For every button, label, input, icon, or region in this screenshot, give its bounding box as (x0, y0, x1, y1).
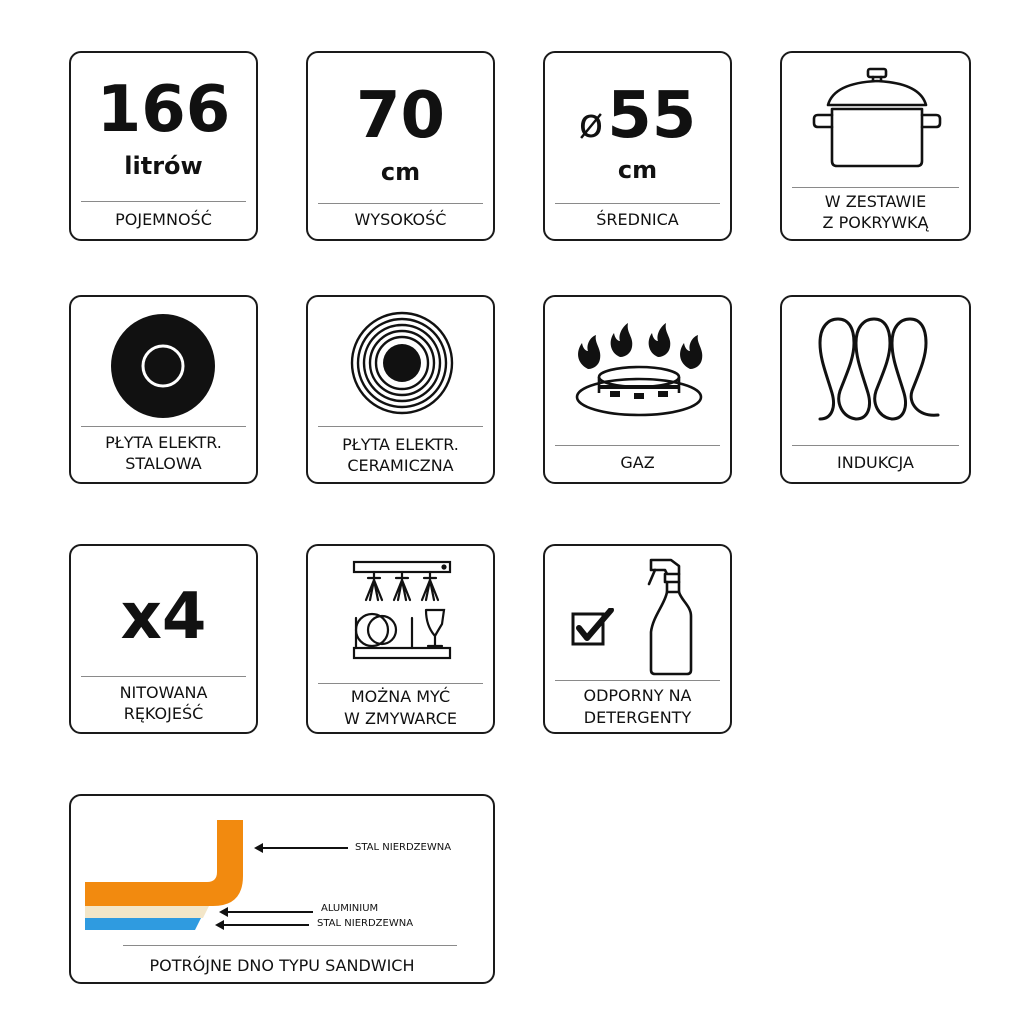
steel-hotplate-icon (108, 311, 218, 421)
dishwasher-icon (352, 560, 452, 662)
divider (318, 203, 483, 204)
sandwich-label: POTRÓJNE DNO TYPU SANDWICH (149, 956, 415, 975)
divider (555, 445, 720, 446)
diameter-value: 55 (607, 79, 697, 153)
diameter-tile (543, 51, 732, 241)
lid-label-line2: Z POKRYWKĄ (822, 213, 929, 232)
height-value: 70 (355, 79, 446, 153)
sandwich-bottom-tile (69, 794, 495, 984)
capacity-tile (69, 51, 258, 241)
induction-coil-icon (818, 315, 942, 423)
divider (123, 945, 457, 946)
divider (318, 426, 483, 427)
layer-label-aluminium: ALUMINIUM (321, 903, 379, 914)
capacity-value: 166 (96, 73, 231, 147)
height-tile (306, 51, 495, 241)
height-unit: cm (380, 158, 421, 186)
layer-label-inner-steel: STAL NIERDZEWNA (317, 918, 414, 929)
divider (81, 676, 246, 677)
ceramic-hotplate-tile (306, 295, 495, 484)
steel-hotplate-label-line2: STALOWA (125, 454, 202, 473)
inner-steel-layer (85, 918, 201, 930)
pot-with-lid-icon (812, 65, 942, 170)
diameter-unit: cm (617, 156, 658, 184)
aluminium-layer (85, 906, 209, 918)
checkbox-check-icon (571, 608, 615, 648)
detergent-label-line1: ODPORNY NA (583, 686, 692, 705)
divider (555, 680, 720, 681)
ceramic-hotplate-label-line1: PŁYTA ELEKTR. (342, 435, 459, 454)
diameter-label: ŚREDNICA (596, 210, 679, 229)
divider (792, 187, 959, 188)
ceramic-hotplate-icon (349, 310, 455, 416)
ceramic-hotplate-label-line2: CERAMICZNA (347, 456, 454, 475)
arrow-left-icon (219, 906, 315, 918)
divider (792, 445, 959, 446)
gas-burner-icon (572, 321, 708, 425)
arrow-left-icon (254, 842, 350, 854)
gas-label: GAZ (620, 453, 655, 472)
detergent-tile (543, 544, 732, 734)
capacity-unit: litrów (124, 152, 203, 180)
lid-tile (780, 51, 971, 241)
diameter-symbol: ø (578, 101, 604, 147)
dishwasher-label-line1: MOŻNA MYĆ (350, 687, 451, 706)
induction-tile (780, 295, 971, 484)
detergent-label-line2: DETERGENTY (583, 708, 692, 727)
rivets-label-line1: NITOWANA (119, 683, 208, 702)
lid-label-line1: W ZESTAWIE (824, 192, 927, 211)
induction-label: INDUKCJA (837, 453, 914, 472)
divider (318, 683, 483, 684)
outer-steel-layer (85, 820, 243, 906)
height-label: WYSOKOŚĆ (354, 210, 447, 229)
rivets-count: x4 (120, 580, 207, 654)
dishwasher-tile (306, 544, 495, 734)
divider (81, 426, 246, 427)
gas-tile (543, 295, 732, 484)
rivets-label-line2: RĘKOJEŚĆ (123, 704, 204, 723)
divider (555, 203, 720, 204)
steel-hotplate-tile (69, 295, 258, 484)
layer-label-outer-steel: STAL NIERDZEWNA (355, 842, 452, 853)
divider (81, 201, 246, 202)
arrow-left-icon (215, 919, 311, 931)
dishwasher-label-line2: W ZMYWARCE (344, 709, 457, 728)
spray-bottle-icon (641, 556, 695, 676)
diameter-value-row (545, 81, 730, 151)
steel-hotplate-label-line1: PŁYTA ELEKTR. (105, 433, 222, 452)
rivets-tile (69, 544, 258, 734)
capacity-label: POJEMNOŚĆ (115, 210, 212, 229)
